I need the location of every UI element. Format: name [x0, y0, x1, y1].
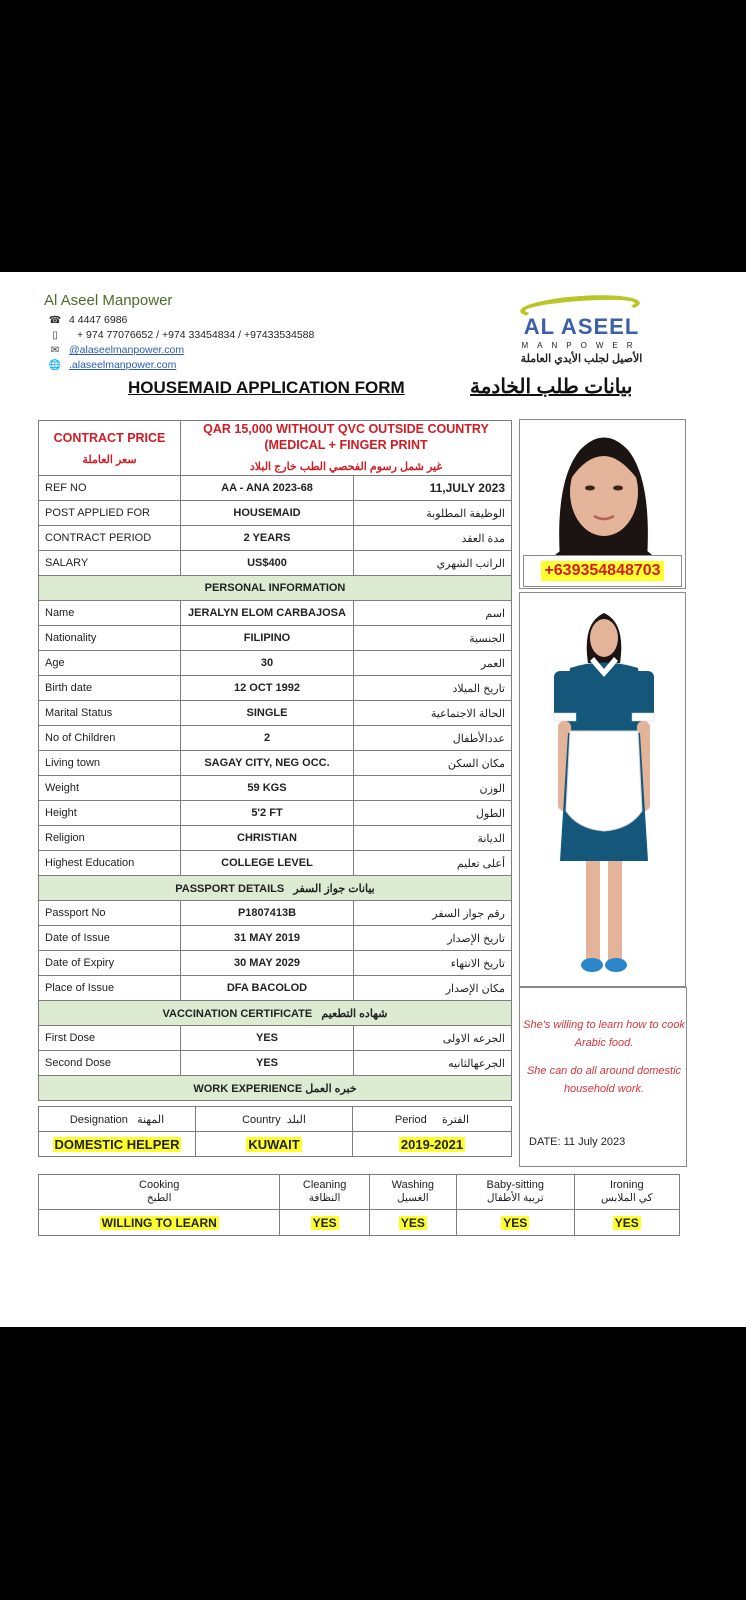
row-label: No of Children: [39, 726, 181, 751]
row-label: Passport No: [39, 901, 181, 926]
landline-number: 4 4447 6986: [69, 314, 128, 326]
row-value: 5'2 FT: [181, 801, 354, 826]
candidate-phone-number[interactable]: +639354848703: [541, 561, 663, 581]
country-header: Country البلد: [196, 1107, 353, 1132]
ref-no-label: REF NO: [39, 476, 181, 501]
email-link[interactable]: @alaseelmanpower.com: [69, 344, 185, 356]
table-row: [39, 826, 512, 851]
row-label: Birth date: [39, 676, 181, 701]
table-row: [39, 601, 512, 626]
landline-line: [44, 314, 127, 326]
row-value: 12 OCT 1992: [181, 676, 354, 701]
skill-header: Baby-sitting تربية الأطفال: [456, 1175, 574, 1210]
row-label: Height: [39, 801, 181, 826]
section-passport-details: PASSPORT DETAILS بيانات جواز السفر: [39, 876, 512, 901]
row-value: 31 MAY 2019: [181, 926, 354, 951]
row-label: Nationality: [39, 626, 181, 651]
row-value: SAGAY CITY, NEG OCC.: [181, 751, 354, 776]
row-value: 30 MAY 2029: [181, 951, 354, 976]
form-title: HOUSEMAID APPLICATION FORM: [128, 378, 405, 397]
skill-value: YES: [369, 1210, 456, 1236]
row-label: Age: [39, 651, 181, 676]
skill-value: YES: [456, 1210, 574, 1236]
table-row: [39, 651, 512, 676]
row-label-arabic: عددالأطفال: [354, 726, 512, 751]
row-label-arabic: الوظيفة المطلوبة: [354, 501, 512, 526]
logo-brand: AL ASEEL: [523, 314, 640, 339]
table-row: [39, 551, 512, 576]
skill-header: Cooking الطبخ: [39, 1175, 280, 1210]
note-arabic-cooking: She's willing to learn how to cook Arabic food.: [523, 1019, 685, 1049]
row-label-arabic: الديانة: [354, 826, 512, 851]
table-row: [39, 951, 512, 976]
row-value: SINGLE: [181, 701, 354, 726]
table-row: [39, 526, 512, 551]
logo-subtitle: MANPOWER: [521, 341, 642, 350]
row-value: 2 YEARS: [181, 526, 354, 551]
table-row: [39, 1051, 512, 1076]
row-label-arabic: مكان الإصدار: [354, 976, 512, 1001]
country-value: KUWAIT: [196, 1132, 353, 1157]
row-label: POST APPLIED FOR: [39, 501, 181, 526]
skill-value: WILLING TO LEARN: [39, 1210, 280, 1236]
row-value: HOUSEMAID: [181, 501, 354, 526]
row-label-arabic: العمر: [354, 651, 512, 676]
mobile-numbers: + 974 77076652 / +974 33454834 / +97433534588: [77, 329, 315, 341]
designation-value: DOMESTIC HELPER: [39, 1132, 196, 1157]
skills-table: [38, 1174, 680, 1236]
ref-no-value: AA - ANA 2023-68: [181, 476, 354, 501]
table-row: [39, 501, 512, 526]
row-label-arabic: تاريخ الميلاد: [354, 676, 512, 701]
row-label-arabic: الجرعه الاولى: [354, 1026, 512, 1051]
candidate-phone-box: [523, 555, 682, 587]
row-label: Religion: [39, 826, 181, 851]
table-row: [39, 626, 512, 651]
logo-arabic: الأصيل لجلب الأيدي العاملة: [520, 353, 643, 365]
period-header: Period الفترة: [353, 1107, 512, 1132]
application-form-document: [0, 272, 746, 1327]
contract-price-arabic: غير شمل رسوم الفحصي الطب خارج البلاد: [249, 461, 443, 473]
period-value: 2019-2021: [353, 1132, 512, 1157]
table-row: [39, 726, 512, 751]
row-value: YES: [181, 1051, 354, 1076]
row-value: 2: [181, 726, 354, 751]
row-label-arabic: رقم جواز السفر: [354, 901, 512, 926]
row-value: 59 KGS: [181, 776, 354, 801]
website-line[interactable]: [44, 359, 176, 371]
row-label-arabic: تاريخ الإصدار: [354, 926, 512, 951]
table-row: [39, 976, 512, 1001]
note-household-work: She can do all around domestic household work.: [526, 1065, 682, 1095]
portrait-image: [520, 420, 686, 560]
table-row: [39, 801, 512, 826]
row-label-arabic: مدة العقد: [354, 526, 512, 551]
email-line[interactable]: [44, 344, 184, 356]
row-label: Weight: [39, 776, 181, 801]
row-label: Second Dose: [39, 1051, 181, 1076]
row-value: COLLEGE LEVEL: [181, 851, 354, 876]
application-details-table: [38, 420, 512, 1101]
table-row: [39, 901, 512, 926]
table-row: [39, 751, 512, 776]
row-label-arabic: الوزن: [354, 776, 512, 801]
row-label-arabic: اسم: [354, 601, 512, 626]
form-date: DATE: 11 July 2023: [529, 1136, 626, 1148]
skill-header: Cleaning النظافة: [280, 1175, 369, 1210]
telephone-icon: ☎: [48, 314, 62, 326]
row-value: YES: [181, 1026, 354, 1051]
contract-price-label: CONTRACT PRICE سعر العاملة: [39, 421, 181, 476]
section-work-experience: WORK EXPERIENCE خبره العمل: [39, 1076, 512, 1101]
table-row: [39, 926, 512, 951]
row-value: P1807413B: [181, 901, 354, 926]
contract-price-label-arabic: سعر العاملة: [82, 453, 137, 466]
row-value: US$400: [181, 551, 354, 576]
row-value: 30: [181, 651, 354, 676]
globe-icon: 🌐: [48, 359, 62, 371]
row-value: CHRISTIAN: [181, 826, 354, 851]
contract-price-row: [39, 421, 512, 476]
candidate-full-body-photo: [519, 592, 686, 987]
row-label: Date of Expiry: [39, 951, 181, 976]
row-label-arabic: أعلى تعليم: [354, 851, 512, 876]
row-label: Marital Status: [39, 701, 181, 726]
row-label: SALARY: [39, 551, 181, 576]
company-name: Al Aseel Manpower: [44, 292, 173, 309]
website-link[interactable]: .alaseelmanpower.com: [69, 359, 177, 371]
skill-header: Washing الغسيل: [369, 1175, 456, 1210]
row-label: Place of Issue: [39, 976, 181, 1001]
row-label: CONTRACT PERIOD: [39, 526, 181, 551]
row-label: First Dose: [39, 1026, 181, 1051]
form-title-arabic: بيانات طلب الخادمة: [470, 376, 633, 398]
table-row: [39, 776, 512, 801]
work-experience-header: [39, 1107, 512, 1132]
row-label-arabic: مكان السكن: [354, 751, 512, 776]
row-label-arabic: الحالة الاجتماعية: [354, 701, 512, 726]
mobile-line: [44, 329, 314, 341]
row-label: Highest Education: [39, 851, 181, 876]
table-row: [39, 1026, 512, 1051]
table-row: [39, 701, 512, 726]
mobile-phone-icon: ▯: [52, 329, 58, 341]
table-row: [39, 851, 512, 876]
row-label: Name: [39, 601, 181, 626]
section-vaccination-certificate: VACCINATION CERTIFICATE شهاده التطعيم: [39, 1001, 512, 1026]
table-row: [39, 476, 512, 501]
company-logo: [494, 296, 669, 372]
row-label: Living town: [39, 751, 181, 776]
row-label-arabic: الراتب الشهري: [354, 551, 512, 576]
section-personal-information: PERSONAL INFORMATION: [39, 576, 512, 601]
row-label: Date of Issue: [39, 926, 181, 951]
skill-value: YES: [574, 1210, 679, 1236]
skill-value: YES: [280, 1210, 369, 1236]
candidate-notes-box: [519, 987, 687, 1167]
work-experience-table: [38, 1106, 512, 1157]
row-label-arabic: تاريخ الانتهاء: [354, 951, 512, 976]
designation-header: Designation المهنة: [39, 1107, 196, 1132]
full-body-image: [520, 593, 686, 987]
row-value: FILIPINO: [181, 626, 354, 651]
ref-date: 11,JULY 2023: [354, 476, 512, 501]
work-experience-row: [39, 1132, 512, 1157]
row-value: DFA BACOLOD: [181, 976, 354, 1001]
row-label-arabic: الجرعهالثانيه: [354, 1051, 512, 1076]
skill-header: Ironing كي الملابس: [574, 1175, 679, 1210]
table-row: [39, 676, 512, 701]
contract-price-value: QAR 15,000 WITHOUT QVC OUTSIDE COUNTRY (MEDICAL + FINGER PRINT غير شمل رسوم الفحصي الطب خارج البلاد: [181, 421, 512, 476]
row-label-arabic: الجنسية: [354, 626, 512, 651]
email-icon: ✉: [50, 344, 60, 356]
row-label-arabic: الطول: [354, 801, 512, 826]
row-value: JERALYN ELOM CARBAJOSA: [181, 601, 354, 626]
